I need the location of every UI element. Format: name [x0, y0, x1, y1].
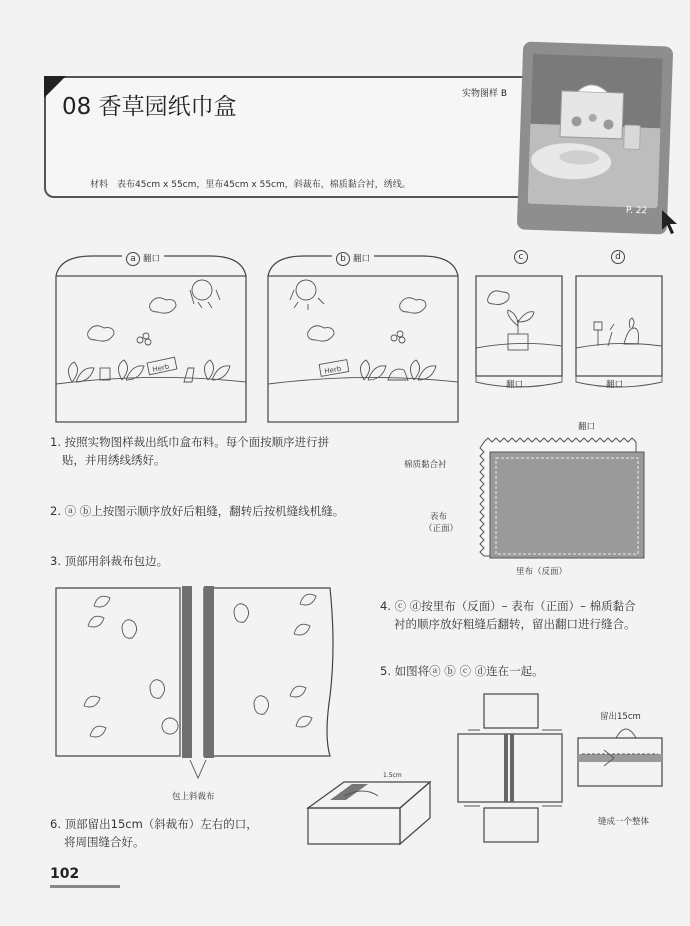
product-photo [517, 41, 673, 234]
materials-text: 材料 表布45cm x 55cm，里布45cm x 55cm，斜裁布，棉质黏合衬，绣线。 [90, 180, 411, 190]
panel-a-label: a 翻口 [122, 252, 164, 266]
step-6-line-1: 6. 顶部留出15cm（斜裁布）左右的口， [50, 817, 258, 831]
panel-d-diagram [574, 268, 666, 392]
page-number: 102 [50, 866, 80, 882]
bias-label: 包上斜裁布 [172, 792, 215, 802]
interfacing-label: 棉质黏合衬 [404, 460, 447, 470]
panel-b-label: b 翻口 [332, 252, 374, 266]
panel-d-letter: d [611, 250, 628, 264]
arrow-cursor-icon [660, 208, 680, 238]
lining-label: 里布（反面） [516, 567, 568, 577]
step-4-line-2: 衬的顺序放好粗缝后翻转，留出翻口进行缝合。 [394, 617, 636, 631]
photo-page-ref: P. 22 [625, 205, 648, 217]
herb-sign-b: Herb [323, 364, 342, 376]
step-4-line-1: 4. ⓒ ⓓ按里布（反面）– 表布（正面）– 棉质黏合 [380, 599, 636, 613]
page-number-rule [50, 885, 120, 888]
opening-label: 留出15cm [600, 712, 641, 722]
panel-a-diagram [52, 252, 250, 424]
outer-fabric-label-2: （正面） [424, 524, 459, 534]
panel-c-diagram [474, 268, 566, 392]
step-1-line-2: 贴，并用绣线绣好。 [62, 453, 166, 467]
panel-b-letter: b [336, 252, 350, 266]
panel-d-bottom-label: 翻口 [606, 380, 624, 390]
photo-illustration [517, 41, 673, 234]
panel-b-diagram [264, 252, 462, 424]
step-6-line-2: 将周围缝合好。 [64, 835, 145, 849]
bias-binding-diagram [54, 586, 340, 786]
page-title: 08 香草园纸巾盒 [62, 94, 237, 120]
step-1-line-1: 1. 按照实物图样裁出纸巾盒布料。每个面按顺序进行拼 [50, 435, 330, 449]
join-caption: 缝成一个整体 [598, 817, 650, 827]
step-2: 2. ⓐ ⓑ上按图示顺序放好后粗缝，翻转后按机缝线机缝。 [50, 504, 345, 518]
joined-piece-diagram [574, 714, 666, 790]
layer-fan-kou-label: 翻口 [578, 422, 596, 432]
layer-diagram [478, 436, 658, 566]
assembly-diagram [454, 690, 574, 846]
box-dimension: 1.5cm [383, 772, 402, 779]
box-sketch [304, 778, 434, 848]
step-5: 5. 如图将ⓐ ⓑ ⓒ ⓓ连在一起。 [380, 664, 544, 678]
panel-a-letter: a [126, 252, 140, 266]
panel-c-letter: c [514, 250, 531, 264]
step-3: 3. 顶部用斜裁布包边。 [50, 554, 169, 568]
pattern-label: 实物图样 B [462, 89, 508, 99]
herb-sign-a: Herb [151, 362, 171, 374]
outer-fabric-label-1: 表布 [430, 512, 448, 522]
panel-c-bottom-label: 翻口 [506, 380, 524, 390]
